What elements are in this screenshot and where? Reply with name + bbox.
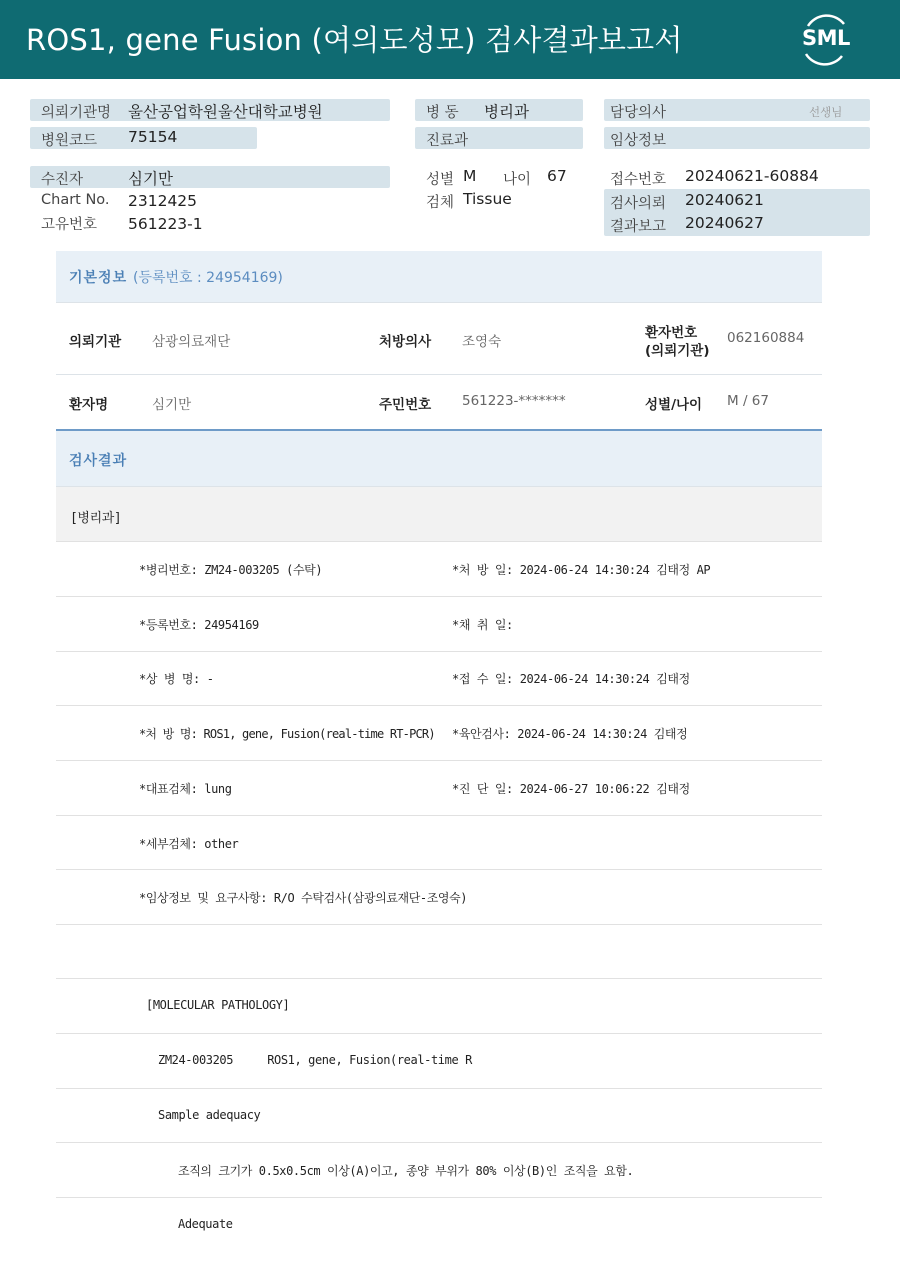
ward-value: 병리과 (484, 103, 529, 121)
row-line (56, 1142, 822, 1143)
info-prescriber-value: 조영숙 (462, 334, 502, 350)
specimen-value: Tissue (463, 190, 512, 208)
department-label: 진료과 (426, 133, 469, 149)
report-header (0, 0, 900, 79)
adequacy-criteria: 조직의 크기가 0.5x0.5cm 이상(A)이고, 종양 부위가 80% 이상(B)인 조직을 요함. (178, 1164, 634, 1178)
info-resident-no-key: 주민번호 (379, 397, 432, 413)
row-line (56, 978, 822, 979)
unique-no-label: 고유번호 (41, 217, 98, 233)
result-right-3: *육안검사: 2024-06-24 14:30:24 김태정 (452, 727, 688, 741)
info-institution-key: 의뢰기관 (69, 334, 122, 350)
clinical-info-label: 임상정보 (610, 133, 667, 149)
sex-value: M (463, 167, 477, 185)
age-label: 나이 (503, 172, 532, 188)
result-right-2: *접 수 일: 2024-06-24 14:30:24 김태정 (452, 672, 690, 686)
receipt-no-label: 접수번호 (610, 172, 667, 188)
row-line (56, 924, 822, 925)
basic-info-row-divider (56, 374, 822, 375)
adequacy-result: Adequate (178, 1217, 233, 1231)
basic-info-title-text: 기본정보 (69, 270, 128, 286)
specimen-label: 검체 (426, 195, 455, 211)
basic-info-divider (56, 302, 822, 303)
hospital-code-label: 병원코드 (41, 133, 98, 149)
row-line (56, 596, 822, 597)
row-line (56, 760, 822, 761)
info-sex-age-key: 성별/나이 (645, 397, 703, 413)
results-title: 검사결과 (69, 453, 128, 469)
basic-info-header (56, 251, 822, 302)
unique-no-value: 561223-1 (128, 215, 203, 233)
result-report-value: 20240627 (685, 214, 764, 232)
examinee-bar (30, 166, 390, 188)
logo-text: SML (802, 26, 850, 50)
basic-info-title (69, 267, 283, 287)
institution-value: 울산공업학원울산대학교병원 (128, 103, 323, 121)
sex-label: 성별 (426, 172, 455, 188)
hospital-code-value: 75154 (128, 128, 178, 146)
examinee-label: 수진자 (41, 172, 84, 188)
row-line (56, 1088, 822, 1089)
info-resident-no-value: 561223-******* (462, 393, 566, 409)
chart-no-value: 2312425 (128, 192, 198, 210)
molecular-line: ZM24-003205 ROS1, gene, Fusion(real-time R (158, 1053, 472, 1067)
basic-info-reg-no: (등록번호 : 24954169) (132, 270, 283, 286)
result-left-3: *처 방 명: ROS1, gene, Fusion(real-time RT-PCR) (139, 727, 435, 741)
chart-no-label: Chart No. (41, 192, 110, 208)
receipt-no-value: 20240621-60884 (685, 167, 819, 185)
age-value: 67 (547, 167, 567, 185)
row-line (56, 869, 822, 870)
row-line (56, 1197, 822, 1198)
result-left-5: *세부검체: other (139, 837, 239, 851)
info-patient-no-key-sub: (의뢰기관) (645, 343, 710, 359)
report-title: ROS1, gene Fusion (여의도성모) 검사결과보고서 (26, 23, 683, 57)
result-report-label: 결과보고 (610, 219, 667, 235)
test-request-label: 검사의뢰 (610, 196, 667, 212)
row-line (56, 651, 822, 652)
doctor-suffix: 선생님 (809, 105, 843, 119)
row-line (56, 541, 822, 542)
result-right-4: *진 단 일: 2024-06-27 10:06:22 김태정 (452, 782, 690, 796)
result-left-4: *대표검체: lung (139, 782, 232, 796)
department-label-text: [병리과] (70, 511, 122, 526)
adequacy-title: Sample adequacy (158, 1108, 261, 1122)
info-patient-no-value: 062160884 (727, 330, 805, 346)
row-line (56, 705, 822, 706)
ward-label: 병 동 (426, 105, 459, 121)
result-right-1: *채 취 일: (452, 618, 513, 632)
sml-logo (796, 12, 854, 66)
row-line (56, 815, 822, 816)
result-left-1: *등록번호: 24954169 (139, 618, 259, 632)
info-sex-age-value: M / 67 (727, 393, 769, 409)
row-line (56, 1033, 822, 1034)
info-patient-no-key: 환자번호 (645, 325, 698, 341)
results-header (56, 431, 822, 486)
info-patient-name-value: 심기만 (152, 397, 192, 413)
result-left-2: *상 병 명: - (139, 672, 214, 686)
institution-label: 의뢰기관명 (41, 105, 112, 121)
result-right-0: *처 방 일: 2024-06-24 14:30:24 김태정 AP (452, 563, 711, 577)
info-prescriber-key: 처방의사 (379, 334, 432, 350)
department-row (56, 487, 822, 541)
info-patient-name-key: 환자명 (69, 397, 109, 413)
doctor-label: 담당의사 (610, 105, 667, 121)
molecular-title: [MOLECULAR PATHOLOGY] (146, 998, 290, 1012)
result-left-6: *임상정보 및 요구사항: R/O 수탁검사(삼광의료재단-조영숙) (139, 891, 468, 905)
info-institution-value: 삼광의료재단 (152, 334, 231, 350)
test-request-value: 20240621 (685, 191, 764, 209)
result-left-0: *병리번호: ZM24-003205 (수탁) (139, 563, 323, 577)
examinee-value: 심기만 (128, 170, 173, 188)
